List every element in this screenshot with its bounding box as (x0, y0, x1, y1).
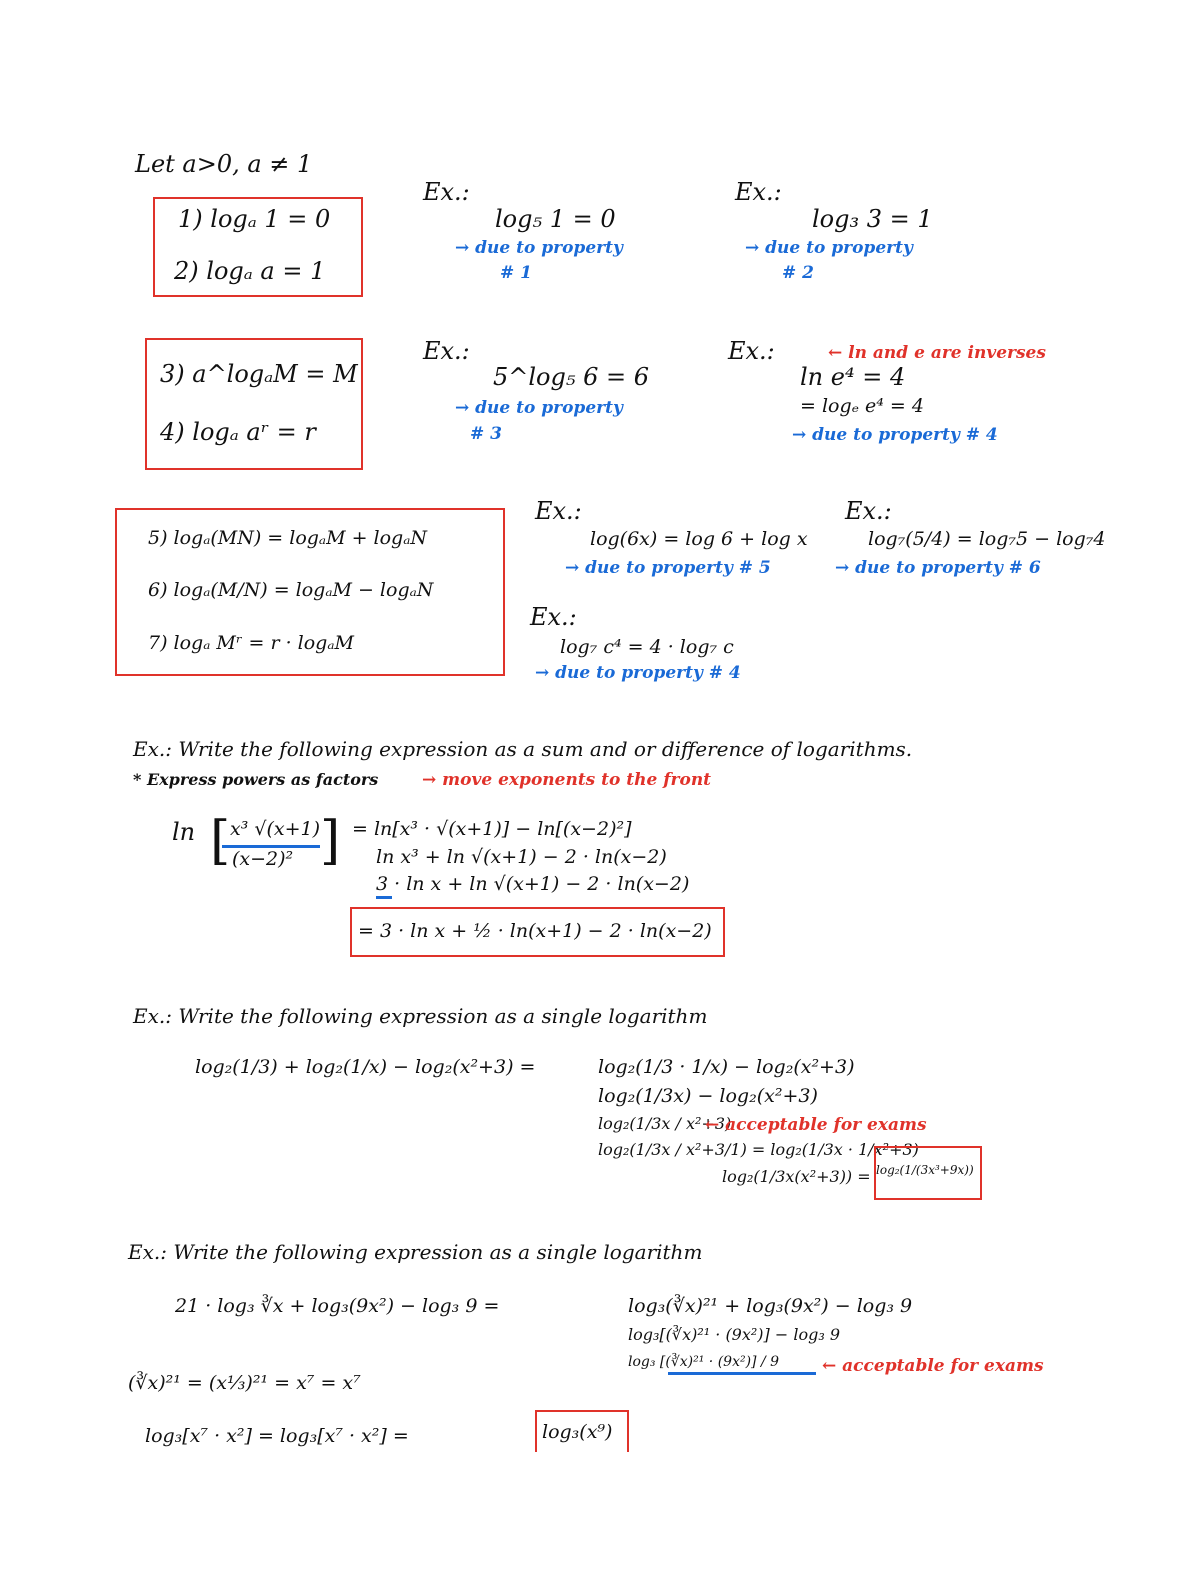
ex5-label: Ex.: (535, 497, 582, 525)
ex3-expression: 5^log₅ 6 = 6 (493, 363, 650, 391)
intro-text: Let a>0, a ≠ 1 (135, 150, 313, 178)
ex9-red-note: ← acceptable for exams (705, 1115, 927, 1135)
property-3: 3) a^logₐM = M (160, 360, 358, 388)
ex10-line1: log₃(∛x)²¹ + log₃(9x²) − log₃ 9 (628, 1295, 913, 1317)
ex4-expression: ln e⁴ = 4 (800, 363, 906, 391)
property-4: 4) logₐ aʳ = r (160, 418, 316, 446)
ex6-expression: log₇(5/4) = log₇5 − log₇4 (868, 528, 1106, 550)
property-6: 6) logₐ(M/N) = logₐM − logₐN (148, 579, 434, 601)
ex8-line3-underline (376, 896, 392, 899)
ex1-note: → due to property (455, 238, 623, 258)
ex9-lhs: log₂(1/3) + log₂(1/x) − log₂(x²+3) = (195, 1056, 536, 1078)
ex3-label: Ex.: (423, 337, 470, 365)
ex10-fraction-bar (668, 1372, 816, 1375)
ex6-label: Ex.: (845, 497, 892, 525)
ex3-note-number: # 3 (470, 424, 502, 444)
ex10-red-note: ← acceptable for exams (822, 1356, 1044, 1376)
ex5-expression: log(6x) = log 6 + log x (590, 528, 808, 550)
ex8-bracket-left: [ (210, 811, 231, 871)
ex2-label: Ex.: (735, 178, 782, 206)
ex10-line2: log₃[(∛x)²¹ · (9x²)] − log₃ 9 (628, 1325, 841, 1344)
ex4-red-note: ← ln and e are inverses (828, 343, 1046, 363)
ex8-answer: = 3 · ln x + ½ · ln(x+1) − 2 · ln(x−2) (358, 920, 712, 942)
ex7-label: Ex.: (530, 603, 577, 631)
ex8-title: Ex.: Write the following expression as a sum and or difference of logarithms. (133, 737, 913, 761)
ex9-line2: log₂(1/3x) − log₂(x²+3) (598, 1085, 818, 1107)
ex8-line2: ln x³ + ln √(x+1) − 2 · ln(x−2) (376, 846, 667, 868)
ex8-line3: 3 · ln x + ln √(x+1) − 2 · ln(x−2) (376, 873, 690, 895)
ex7-note: → due to property # 4 (535, 663, 741, 683)
ex8-lhs-numerator: x³ √(x+1) (230, 818, 321, 840)
ex1-note-number: # 1 (500, 263, 532, 283)
ex4-label: Ex.: (728, 337, 775, 365)
properties-box-2 (145, 338, 363, 470)
ex9-line5: log₂(1/3x(x²+3)) = (722, 1167, 871, 1186)
ex10-side-work: (∛x)²¹ = (x⅓)²¹ = x⁷ = x⁷ (128, 1372, 361, 1394)
property-1: 1) logₐ 1 = 0 (178, 205, 331, 233)
ex2-note: → due to property (745, 238, 913, 258)
property-5: 5) logₐ(MN) = logₐM + logₐN (148, 527, 427, 549)
ex2-note-number: # 2 (782, 263, 814, 283)
ex10-line3: log₃ [(∛x)²¹ · (9x²)] / 9 (628, 1354, 780, 1370)
ex6-note: → due to property # 6 (835, 558, 1041, 578)
ex10-final-line: log₃[x⁷ · x²] = log₃[x⁷ · x²] = (145, 1425, 409, 1447)
ex4-line2: = logₑ e⁴ = 4 (800, 395, 924, 417)
ex2-expression: log₃ 3 = 1 (812, 205, 933, 233)
ex9-title: Ex.: Write the following expression as a single logarithm (133, 1004, 708, 1028)
ex10-lhs: 21 · log₃ ∛x + log₃(9x²) − log₃ 9 = (175, 1295, 500, 1317)
ex8-line1: = ln[x³ · √(x+1)] − ln[(x−2)²] (352, 818, 632, 840)
ex8-lhs-denominator: (x−2)² (232, 848, 294, 870)
ex9-line4: log₂(1/3x / x²+3/1) = log₂(1/3x · 1/x²+3) (598, 1140, 919, 1159)
ex9-line3: log₂(1/3x / x²+3) (598, 1114, 732, 1133)
ex4-note: → due to property # 4 (792, 425, 998, 445)
property-2: 2) logₐ a = 1 (174, 257, 326, 285)
ex9-answer: log₂(1/(3x³+9x)) (876, 1163, 974, 1177)
ex10-title: Ex.: Write the following expression as a single logarithm (128, 1240, 703, 1264)
ex3-note: → due to property (455, 398, 623, 418)
ex9-line1: log₂(1/3 · 1/x) − log₂(x²+3) (598, 1056, 855, 1078)
ex8-subtitle: * Express powers as factors (133, 770, 379, 789)
ex7-expression: log₇ c⁴ = 4 · log₇ c (560, 636, 734, 658)
ex8-red-note: → move exponents to the front (422, 770, 712, 790)
property-7: 7) logₐ Mʳ = r · logₐM (148, 632, 354, 654)
ex1-expression: log₅ 1 = 0 (495, 205, 616, 233)
ex5-note: → due to property # 5 (565, 558, 771, 578)
ex10-answer: log₃(x⁹) (542, 1421, 613, 1443)
ex8-bracket-right: ] (320, 811, 341, 871)
ex1-label: Ex.: (423, 178, 470, 206)
ex8-ln: ln (172, 818, 196, 846)
